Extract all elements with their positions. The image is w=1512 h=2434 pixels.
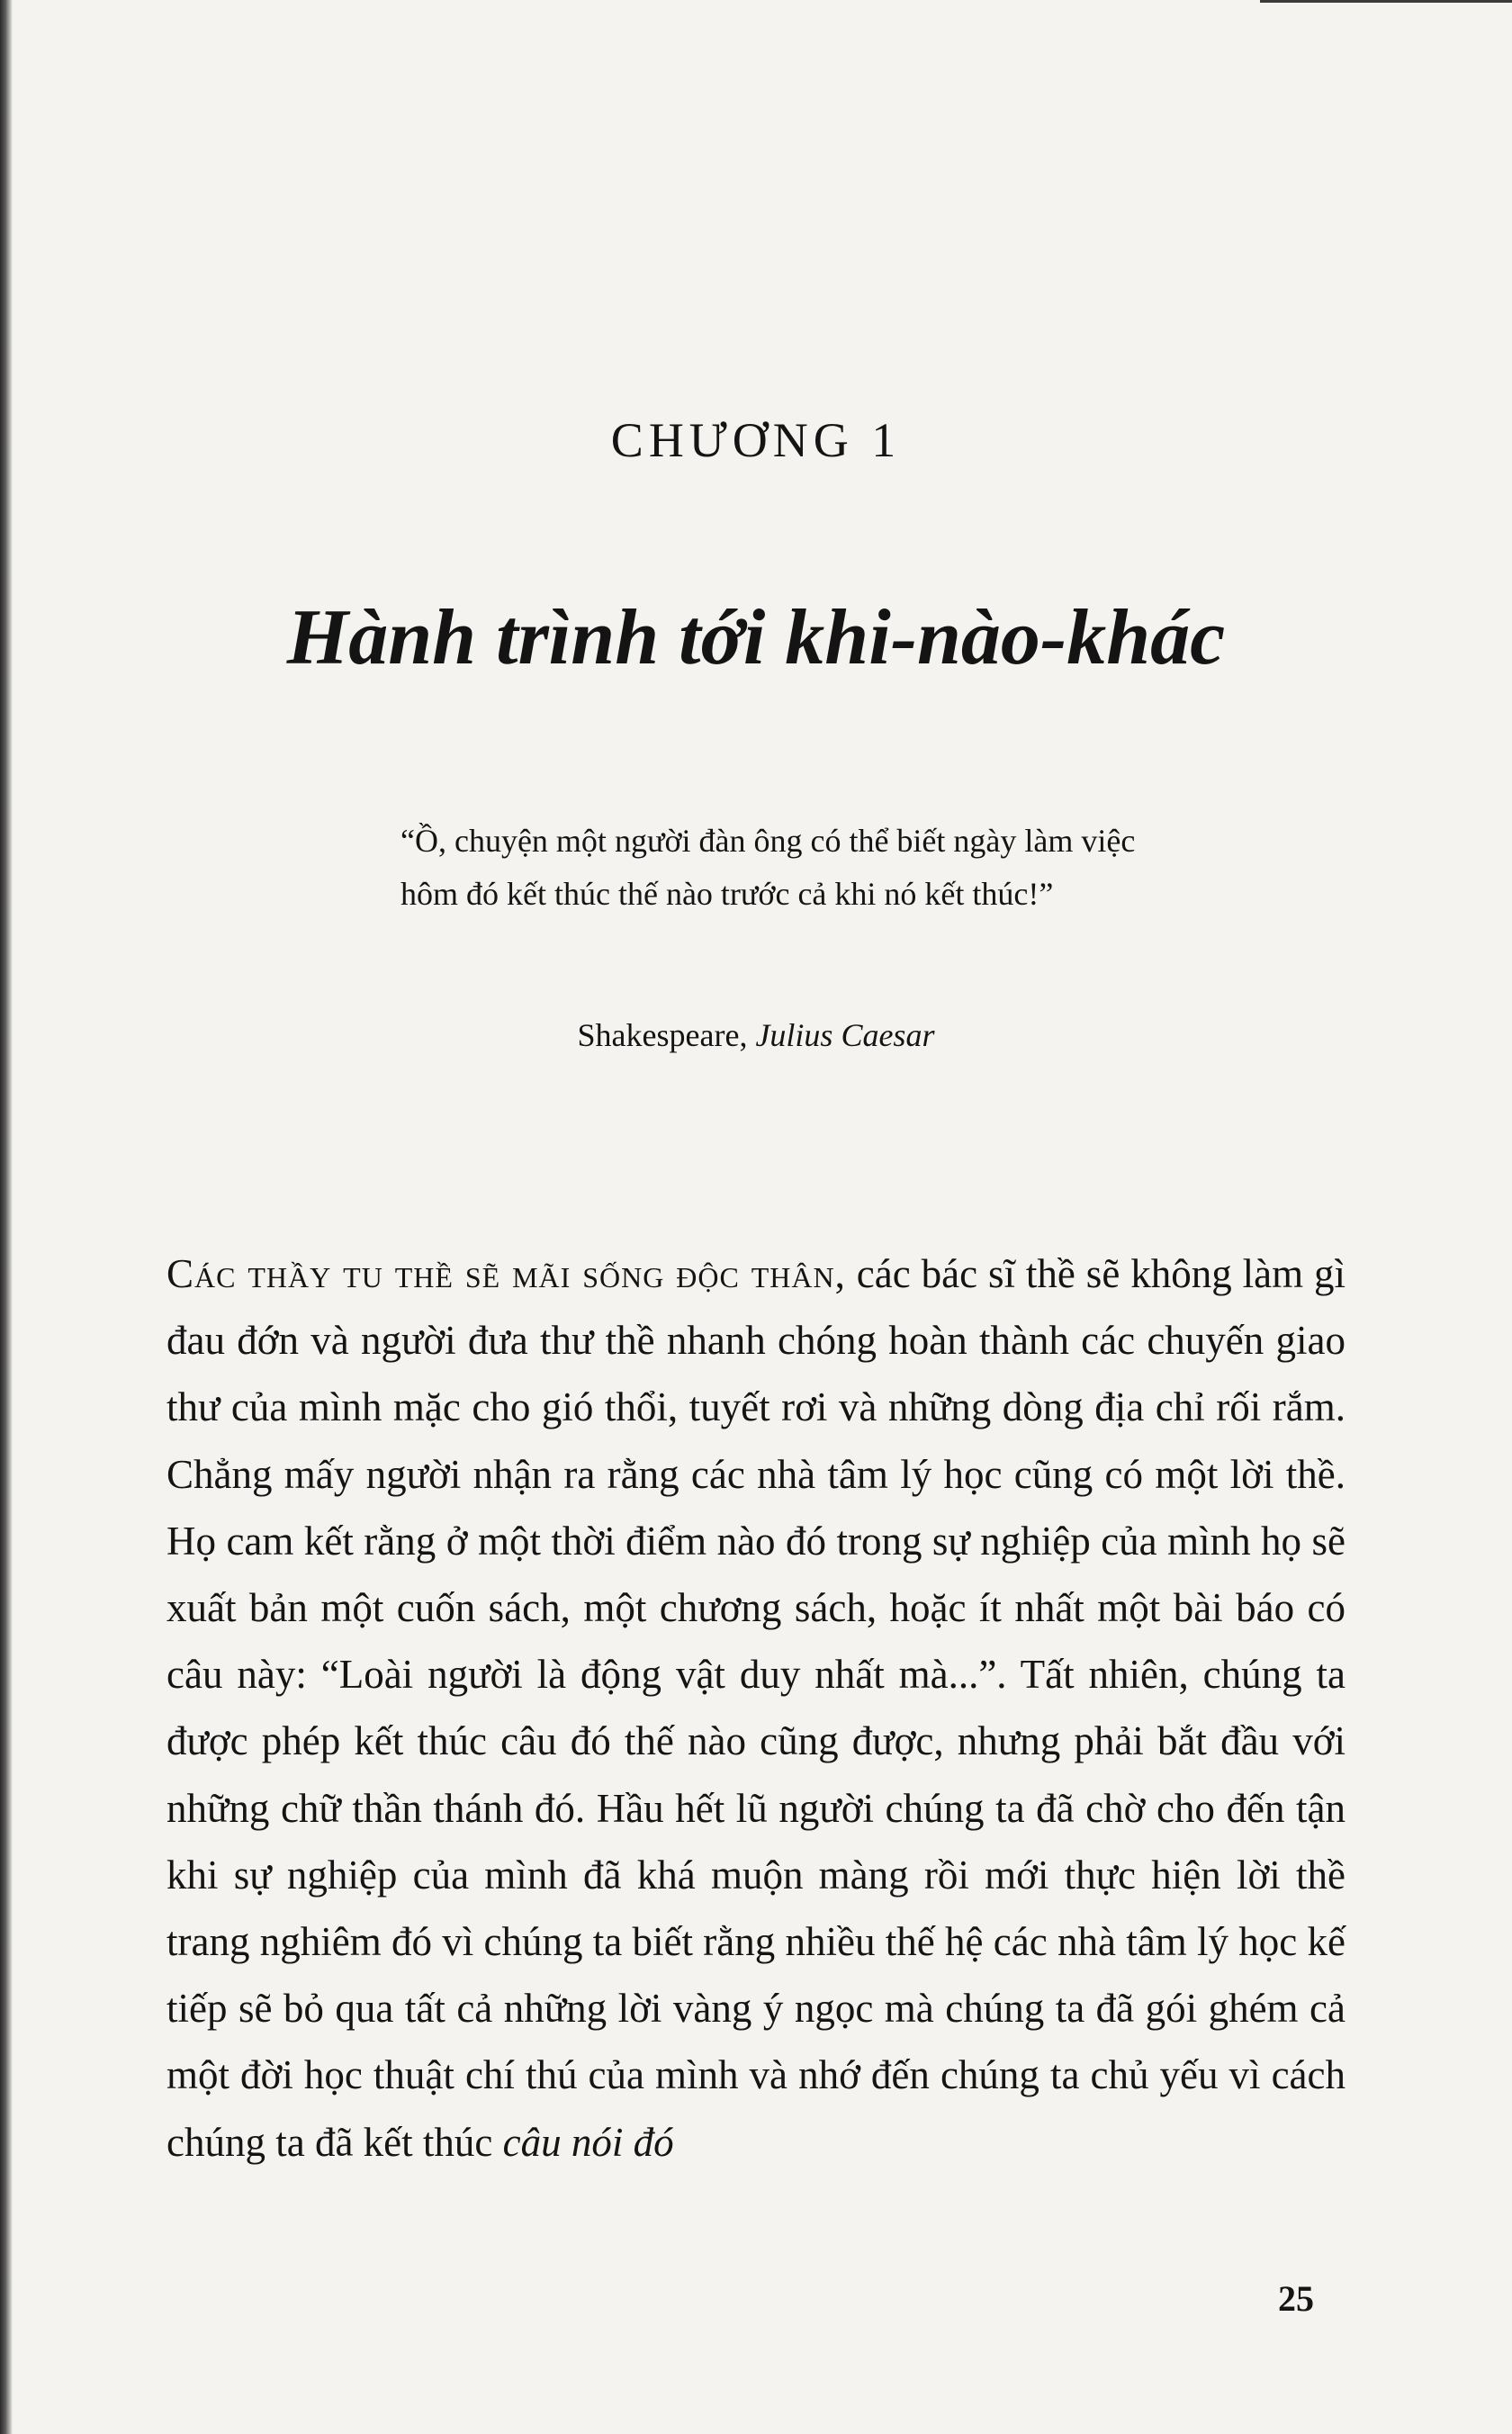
scan-edge-top: [1260, 0, 1512, 3]
epigraph-author: Shakespeare,: [577, 1017, 748, 1053]
page-number: 25: [1278, 2278, 1314, 2319]
epigraph: [400, 815, 1148, 921]
body-paragraph: [166, 1240, 1346, 2176]
body-lead-in: Các thầy tu thề sẽ mãi sống độc thân,: [166, 1251, 846, 1296]
epigraph-work: Julius Caesar: [755, 1017, 935, 1053]
epigraph-quote: “Ồ, chuyện một người đàn ông có thể biết ngày làm việc hôm đó kết thúc thế nào trước cả khi nó kết thúc!”: [400, 823, 1136, 912]
chapter-label: CHƯƠNG 1: [610, 413, 902, 467]
chapter-title: Hành trình tới khi-nào-khác: [286, 594, 1226, 681]
scan-edge-left: [0, 0, 13, 2434]
epigraph-source: [0, 1019, 1512, 1051]
body-closing-phrase: câu nói đó: [502, 2119, 674, 2165]
body-text: các bác sĩ thề sẽ không làm gì đau đớn và người đưa thư thề nhanh chóng hoàn thành các chuyến giao thư của mình mặc cho gió thổi, tuyết rơi và những dòng địa chỉ rối rắm. Chẳng mấy người nhận ra rằng các nhà tâm lý học cũng có một lời thề. Họ cam kết rằng ở một thời điểm nào đó trong sự nghiệp của mình họ sẽ xuất bản một cuốn sách, một chương sách, hoặc ít nhất một bài báo có câu này: “Loài người là động vật duy nhất mà...”. Tất nhiên, chúng ta được phép kết thúc câu đó thế nào cũng được, nhưng phải bắt đầu với những chữ thần thánh đó. Hầu hết lũ người chúng ta đã chờ cho đến tận khi sự nghiệp của mình đã khá muộn màng rồi mới thực hiện lời thề trang nghiêm đó vì chúng ta biết rằng nhiều thế hệ các nhà tâm lý học kế tiếp sẽ bỏ qua tất cả những lời vàng ý ngọc mà chúng ta đã gói ghém cả một đời học thuật chí thú của mình và nhớ đến chúng ta chủ yếu vì cách chúng ta đã kết thúc: [166, 1251, 1346, 2165]
